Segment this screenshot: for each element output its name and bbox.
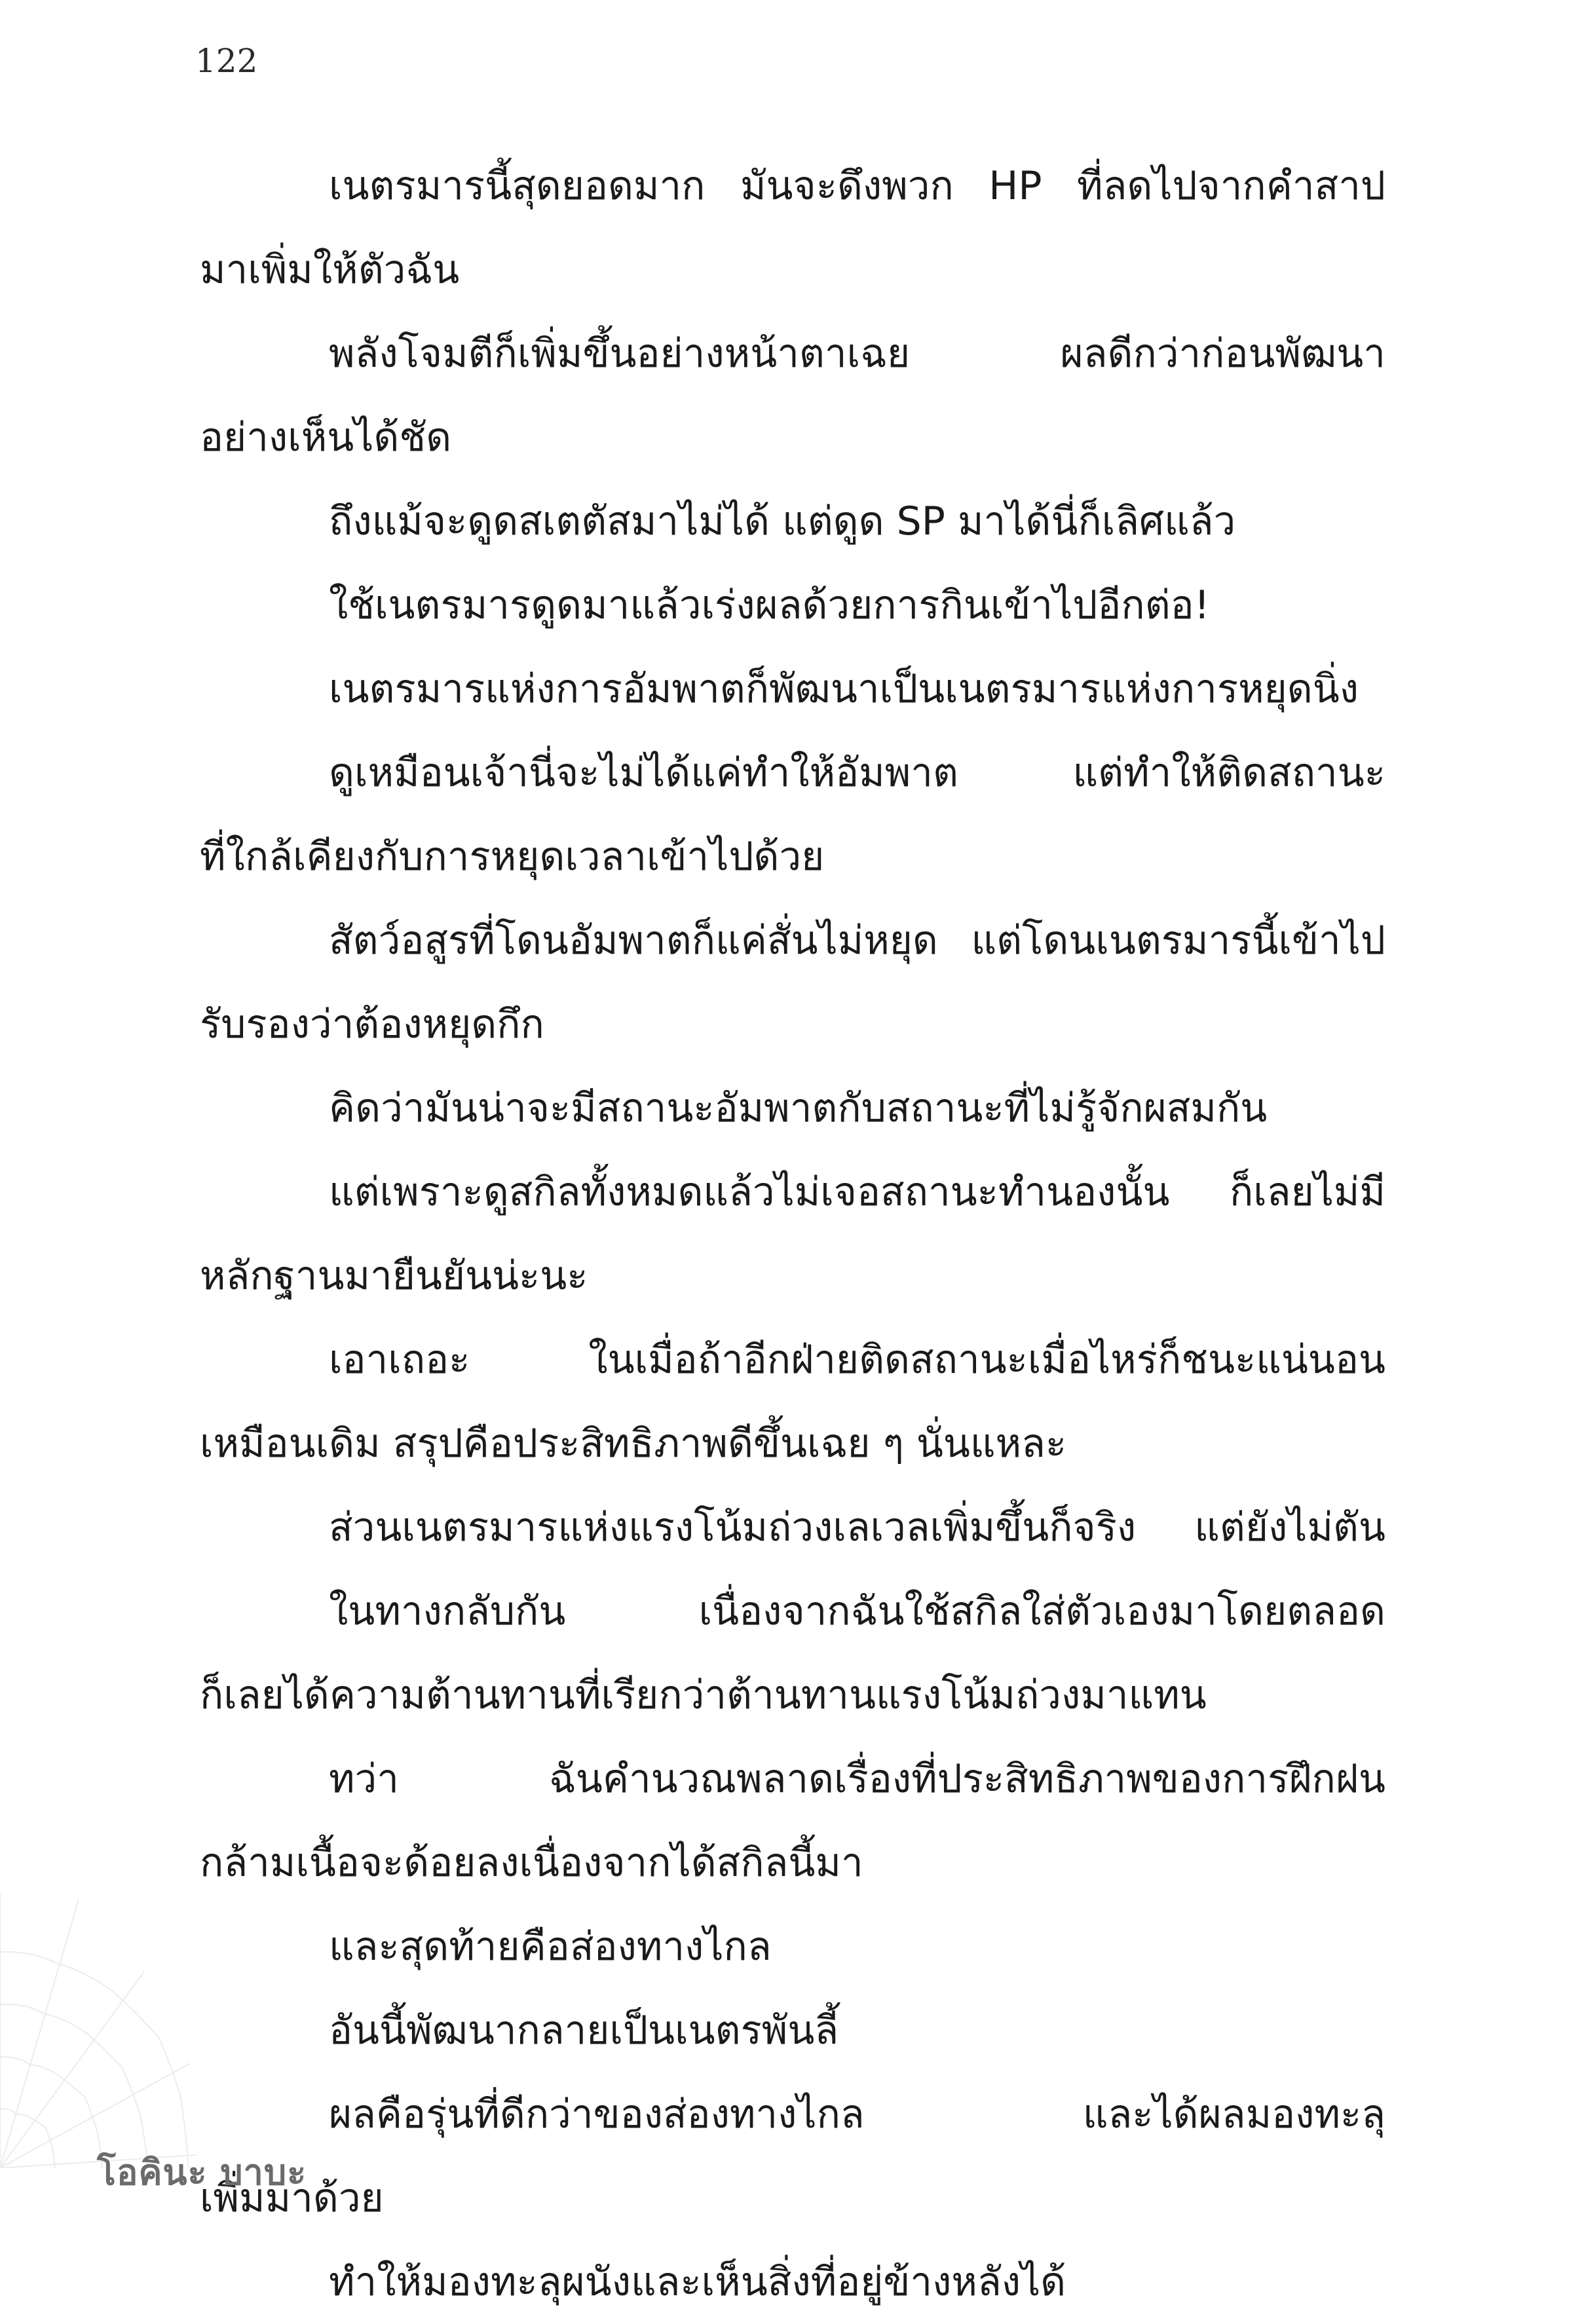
text-line: ที่ใกล้เคียงกับการหยุดเวลาเข้าไปด้วย bbox=[200, 834, 825, 880]
text-line: เหมือนเดิม สรุปคือประสิทธิภาพดีขึ้นเฉย ๆ นั่นแหละ bbox=[200, 1421, 1067, 1467]
text-line: ผลคือรุ่นที่ดีกว่าของส่องทางไกล และได้ผลมองทะลุ bbox=[329, 2091, 1385, 2137]
text-line: ใช้เนตรมารดูดมาแล้วเร่งผลด้วยการกินเข้าไปอีกต่อ! bbox=[329, 582, 1210, 628]
spider-web-decoration bbox=[0, 1893, 197, 2168]
text-line: คิดว่ามันน่าจะมีสถานะอัมพาตกับสถานะที่ไม่รู้จักผสมกัน bbox=[329, 1085, 1268, 1131]
body-text bbox=[200, 144, 1385, 2324]
text-line: มาเพิ่มให้ตัวฉัน bbox=[200, 247, 460, 293]
text-line: และสุดท้ายคือส่องทางไกล bbox=[329, 1924, 772, 1970]
text-line: รับรองว่าต้องหยุดกึก bbox=[200, 1002, 544, 1047]
text-line: ดูเหมือนเจ้านี่จะไม่ได้แค่ทำให้อัมพาต แต่ทำให้ติดสถานะ bbox=[329, 750, 1385, 796]
text-line: ส่วนเนตรมารแห่งแรงโน้มถ่วงเลเวลเพิ่มขึ้นก็จริง แต่ยังไม่ตัน bbox=[329, 1505, 1385, 1550]
text-line: แต่เพราะดูสกิลทั้งหมดแล้วไม่เจอสถานะทำนองนั้น ก็เลยไม่มี bbox=[329, 1169, 1385, 1215]
text-line: ก็เลยได้ความต้านทานที่เรียกว่าต้านทานแรงโน้มถ่วงมาแทน bbox=[200, 1672, 1207, 1718]
page-number: 122 bbox=[195, 42, 258, 80]
text-line: เนตรมารแห่งการอัมพาตก็พัฒนาเป็นเนตรมารแห่งการหยุดนิ่ง bbox=[329, 666, 1359, 712]
text-line: เนตรมารนี้สุดยอดมาก มันจะดึงพวก HP ที่ลดไปจากคำสาป bbox=[329, 163, 1385, 209]
text-line: พลังโจมตีก็เพิ่มขึ้นอย่างหน้าตาเฉย ผลดีกว่าก่อนพัฒนา bbox=[329, 331, 1385, 377]
text-line: เอาเถอะ ในเมื่อถ้าอีกฝ่ายติดสถานะเมื่อไหร่ก็ชนะแน่นอน bbox=[329, 1337, 1385, 1383]
text-line: อย่างเห็นได้ชัด bbox=[200, 415, 452, 460]
text-line: เพิ่มมาด้วย bbox=[200, 2175, 384, 2221]
text-line: หลักฐานมายืนยันน่ะนะ bbox=[200, 1253, 588, 1299]
text-line: ทำให้มองทะลุผนังและเห็นสิ่งที่อยู่ข้างหลังได้ bbox=[329, 2259, 1066, 2305]
text-line: อันนี้พัฒนากลายเป็นเนตรพันลี้ bbox=[329, 2008, 839, 2053]
text-line: ในทางกลับกัน เนื่องจากฉันใช้สกิลใส่ตัวเองมาโดยตลอด bbox=[329, 1588, 1385, 1634]
text-line: กล้ามเนื้อจะด้อยลงเนื่องจากได้สกิลนี้มา bbox=[200, 1840, 863, 1886]
text-line: ถึงแม้จะดูดสเตตัสมาไม่ได้ แต่ดูด SP มาได้นี่ก็เลิศแล้ว bbox=[329, 498, 1236, 544]
text-line: สัตว์อสูรที่โดนอัมพาตก็แค่สั่นไม่หยุด แต่โดนเนตรมารนี้เข้าไป bbox=[329, 918, 1385, 964]
text-line: ทว่า ฉันคำนวณพลาดเรื่องที่ประสิทธิภาพของการฝึกฝน bbox=[329, 1756, 1385, 1802]
footer-author: โอคินะ บาบะ bbox=[97, 2152, 307, 2193]
